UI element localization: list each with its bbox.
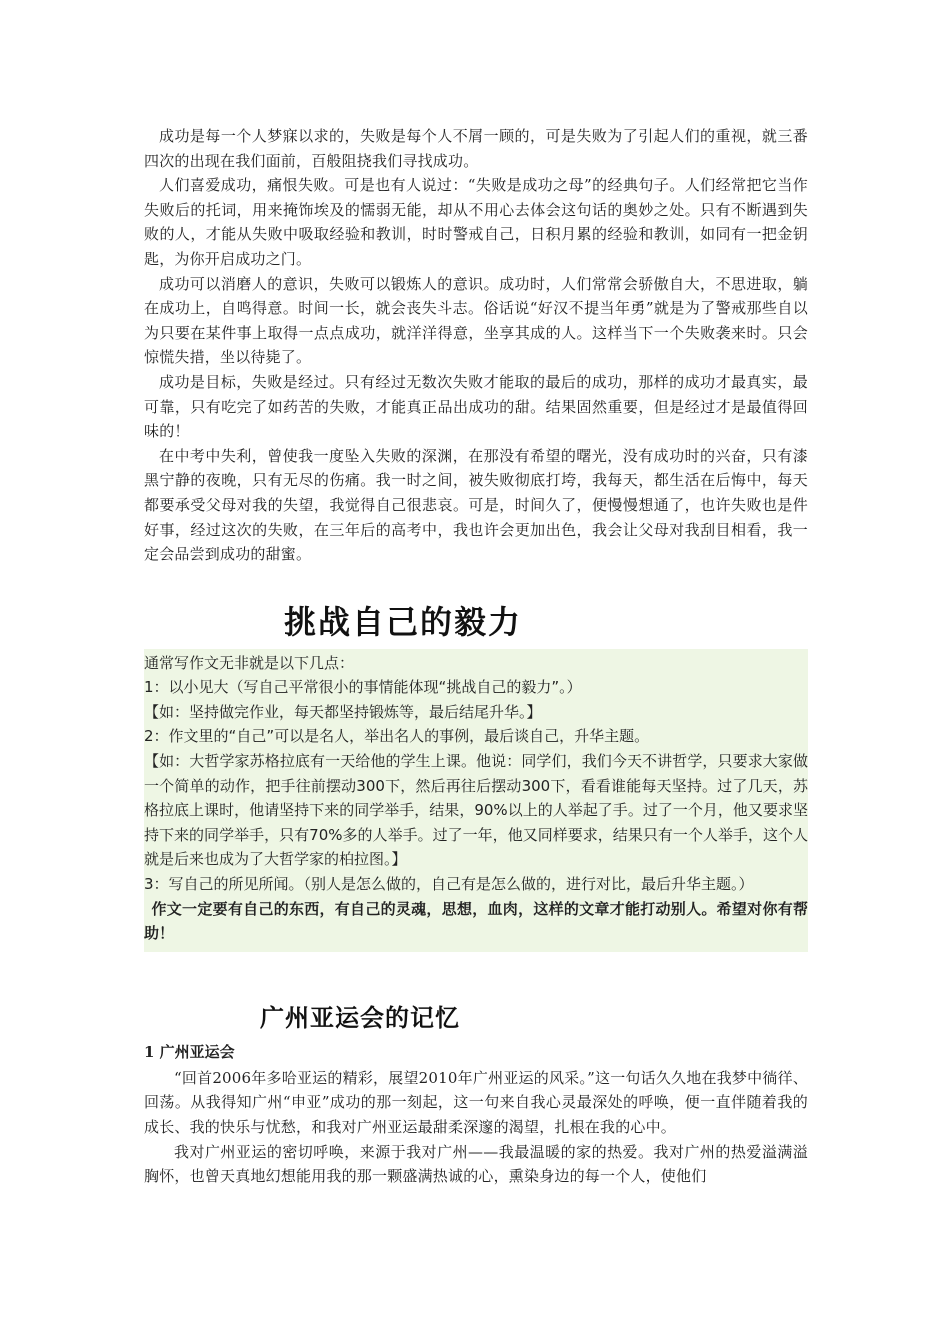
essay1-paragraph-1: 成功是每一个人梦寐以求的，失败是每个人不屑一顾的，可是失败为了引起人们的重视，就三番四次的出现在我们面前，百般阻挠我们寻找成功。 — [144, 127, 808, 170]
tips-example-2: 【如：大哲学家苏格拉底有一天给他的学生上课。他说：同学们，我们今天不讲哲学，只要求大家做一个简单的动作，把手往前摆动300下，然后再往后摆动300下，看看谁能每天坚持。过了几天，苏格拉底上课时，他请坚持下来的同学举手，结果，90%以上的人举起了手。过了一个月，他又要求坚持下来的同学举手，只有70%多的人举手。过了一年，他又同样要求，结果只有一个人举手，这个人就是后来也成为了大哲学家的柏拉图。】 — [144, 752, 808, 869]
essay-guangzhou-asian-games — [144, 998, 808, 1189]
essay1-paragraph-4: 成功是目标，失败是经过。只有经过无数次失败才能取的最后的成功，那样的成功才最真实，最可靠，只有吃完了如药苦的失败，才能真正品出成功的甜。结果固然重要，但是经过才是最值得回味的！ — [144, 372, 808, 441]
essay1-paragraph-3: 成功可以消磨人的意识，失败可以锻炼人的意识。成功时，人们常常会骄傲自大，不思进取，躺在成功上，自鸣得意。时间一长，就会丧失斗志。俗话说“好汉不提当年勇”就是为了警戒那些自以为只要在某件事上取得一点点成功，就洋洋得意，坐享其成的人。这样当下一个失败袭来时。只会惊慌失措，坐以待毙了。 — [144, 274, 808, 367]
essay2-title: 挑战自己的毅力 — [284, 602, 523, 641]
tips-point-3: 3：写自己的所见所闻。（别人是怎么做的，自己有是怎么做的，进行对比，最后升华主题。） — [144, 875, 754, 894]
essay3-paragraph-2: 我对广州亚运的密切呼唤，来源于我对广州——我最温暖的家的热爱。我对广州的热爱溢满溢胸怀，也曾天真地幻想能用我的那一颗盛满热诚的心，熏染身边的每一个人，使他们 — [144, 1142, 808, 1186]
writing-tips-box — [144, 649, 808, 952]
essay3-paragraph-1: “回首2006年多哈亚运的精彩，展望2010年广州亚运的风采。”这一句话久久地在我梦中徜徉、回荡。从我得知广州“申亚”成功的那一刻起，这一句来自我心灵最深处的呼唤，便一直伴随着我的成长、我的快乐与忧愁，和我对广州亚运最甜柔深邃的渴望，扎根在我的心中。 — [144, 1068, 808, 1136]
essay1-paragraph-2: 人们喜爱成功，痛恨失败。可是也有人说过：“失败是成功之母”的经典句子。人们经常把它当作失败后的托词，用来掩饰埃及的懦弱无能，却从不用心去体会这句话的奥妙之处。只有不断遇到失败的人，才能从失败中吸取经验和教训，时时警戒自己，日积月累的经验和教训，如同有一把金钥匙，为你开启成功之门。 — [144, 176, 808, 268]
tips-example-1: 【如：坚持做完作业，每天都坚持锻炼等，最后结尾升华。】 — [144, 702, 542, 721]
essay-success-failure — [144, 124, 808, 567]
tips-point-2: 2：作文里的“自己”可以是名人，举出名人的事例，最后谈自己，升华主题。 — [144, 727, 650, 746]
document-page — [144, 124, 808, 1189]
tips-closing: 作文一定要有自己的东西，有自己的灵魂，思想，血肉，这样的文章才能打动别人。希望对你有帮助！ — [144, 899, 808, 943]
essay3-subhead: 1 广州亚运会 — [144, 1042, 235, 1061]
essay1-paragraph-5: 在中考中失利，曾使我一度坠入失败的深渊，在那没有希望的曙光，没有成功时的兴奋，只有漆黑宁静的夜晚，只有无尽的伤痛。我一时之间，被失败彻底打垮，我每天，都生活在后悔中，每天都要承受父母对我的失望，我觉得自己很悲哀。可是，时间久了，便慢慢想通了，也许失败也是件好事，经过这次的失败，在三年后的高考中，我也许会更加出色，我会让父母对我刮目相看，我一定会品尝到成功的甜蜜。 — [144, 446, 808, 564]
tips-intro: 通常写作文无非就是以下几点： — [144, 653, 355, 672]
tips-point-1: 1：以小见大（写自己平常很小的事情能体现“挑战自己的毅力”。） — [144, 678, 582, 697]
essay3-title: 广州亚运会的记忆 — [260, 1003, 460, 1032]
essay-challenge-perseverance — [144, 597, 808, 952]
